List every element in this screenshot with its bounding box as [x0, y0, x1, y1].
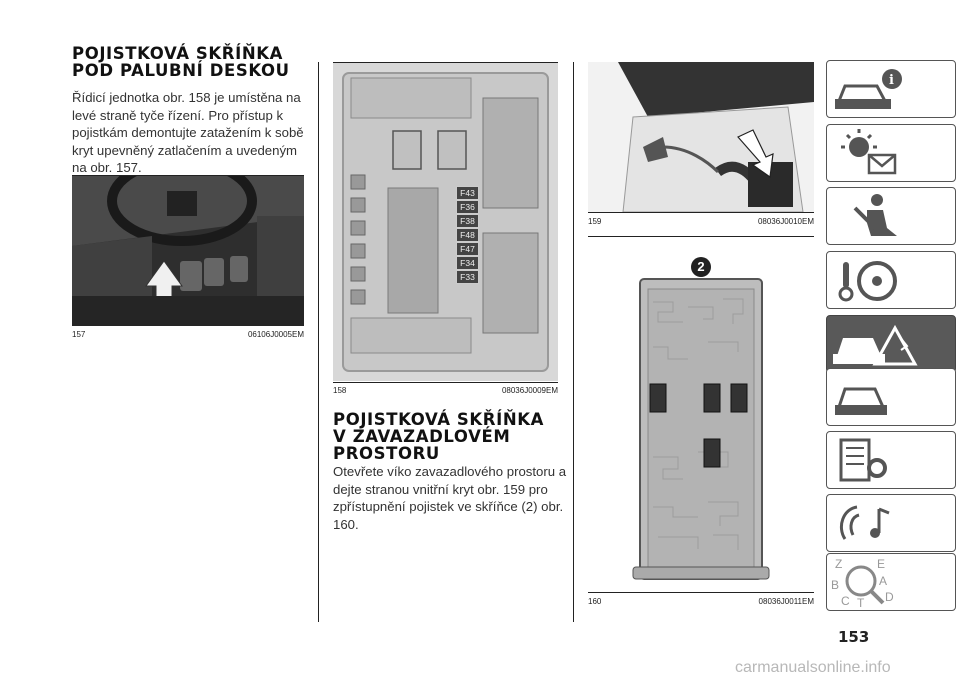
- sidebar-item-emergency[interactable]: [826, 315, 956, 373]
- car-maintenance-icon: [827, 369, 957, 427]
- column-divider-2: [573, 62, 574, 622]
- index-letter: C: [841, 594, 850, 608]
- figure157-image: [72, 176, 304, 326]
- figure157-caption: [72, 330, 304, 339]
- fuse-label-f36: F36: [456, 200, 479, 214]
- figure-code: 08036J0009EM: [501, 386, 558, 395]
- sidebar-item-warning-lights[interactable]: [826, 124, 956, 182]
- fuse-label-f33: F33: [456, 270, 479, 284]
- heading-line-1: POJISTKOVÁ SKŘÍŇKA: [333, 410, 545, 429]
- sidebar-item-multimedia[interactable]: [826, 494, 956, 552]
- heading-line-1: POJISTKOVÁ SKŘÍŇKA: [72, 44, 284, 63]
- fuse-label-f48: F48: [456, 228, 479, 242]
- page-number: 153: [838, 628, 870, 646]
- figure159-caption: [588, 217, 814, 226]
- section2-body: Otevřete víko zavazadlového prostoru a dejte stranou vnitřní kryt obr. 159 pro zpřístupnění pojistek ve skříňce (2) obr. 160.: [333, 464, 567, 532]
- figure-code: 08036J0011EM: [758, 597, 814, 606]
- index-letter: T: [857, 596, 865, 610]
- fuse-label-f34: F34: [456, 256, 479, 270]
- sidebar-item-car-info[interactable]: [826, 60, 956, 118]
- breakdown-car-icon: [827, 316, 957, 374]
- index-letter: D: [885, 590, 894, 604]
- airbag-seat-icon: [827, 188, 957, 246]
- multimedia-icon: [827, 495, 957, 553]
- technical-data-icon: [827, 432, 957, 490]
- figure158-bottom-rule: [333, 382, 558, 383]
- svg-text:i: i: [889, 73, 894, 88]
- heading-line-2: POD PALUBNÍ DESKOU: [72, 61, 290, 80]
- sidebar-item-safety[interactable]: [826, 187, 956, 245]
- heading-line-2: V ZAVAZADLOVÉM: [333, 427, 511, 446]
- callout-badge: [691, 257, 711, 277]
- sidebar-item-index[interactable]: [826, 553, 956, 611]
- figure-code: 06106J0005EM: [247, 330, 304, 339]
- figure160-image: [588, 237, 814, 592]
- figure-number: 159: [588, 217, 602, 226]
- fuse-label-f47: F47: [456, 242, 479, 256]
- figure159-bottom-rule: [588, 212, 814, 213]
- index-letter: E: [877, 557, 886, 571]
- figure-number: 158: [333, 386, 347, 395]
- figure158-caption: [333, 386, 558, 395]
- footer-watermark[interactable]: carmanualsonline.info: [735, 659, 891, 676]
- index-letter: Z: [835, 557, 843, 571]
- fuse-label-f43: F43: [456, 186, 479, 200]
- index-letter: A: [879, 574, 888, 588]
- car-info-icon: [827, 61, 957, 119]
- section1-body: Řídicí jednotka obr. 158 je umístěna na levé straně tyče řízení. Pro přístup k pojistkám demontujte zatažením k sobě kryt upevněný zatlačením a uvedeným na obr. 157.: [72, 90, 304, 175]
- section-heading-dashboard-fusebox: [72, 45, 312, 79]
- callout-number: 2: [697, 259, 705, 274]
- section-heading-trunk-fusebox: [333, 411, 573, 462]
- fuse-label-f38: F38: [456, 214, 479, 228]
- sidebar-item-technical-data[interactable]: [826, 431, 956, 489]
- warning-lights-icon: [827, 125, 957, 183]
- figure160-caption: [588, 597, 814, 606]
- index-letter: B: [831, 578, 840, 592]
- sidebar-item-starting-driving[interactable]: [826, 251, 956, 309]
- heading-line-3: PROSTORU: [333, 444, 440, 463]
- figure160-bottom-rule: [588, 592, 814, 593]
- figure-number: 157: [72, 330, 86, 339]
- steering-wheel-key-icon: [827, 252, 957, 310]
- figure-code: 08036J0010EM: [757, 217, 814, 226]
- figure-number: 160: [588, 597, 602, 606]
- column-divider-1: [318, 62, 319, 622]
- figure158-image: [333, 63, 558, 381]
- sidebar-item-maintenance[interactable]: [826, 368, 956, 426]
- figure159-image: [588, 62, 814, 212]
